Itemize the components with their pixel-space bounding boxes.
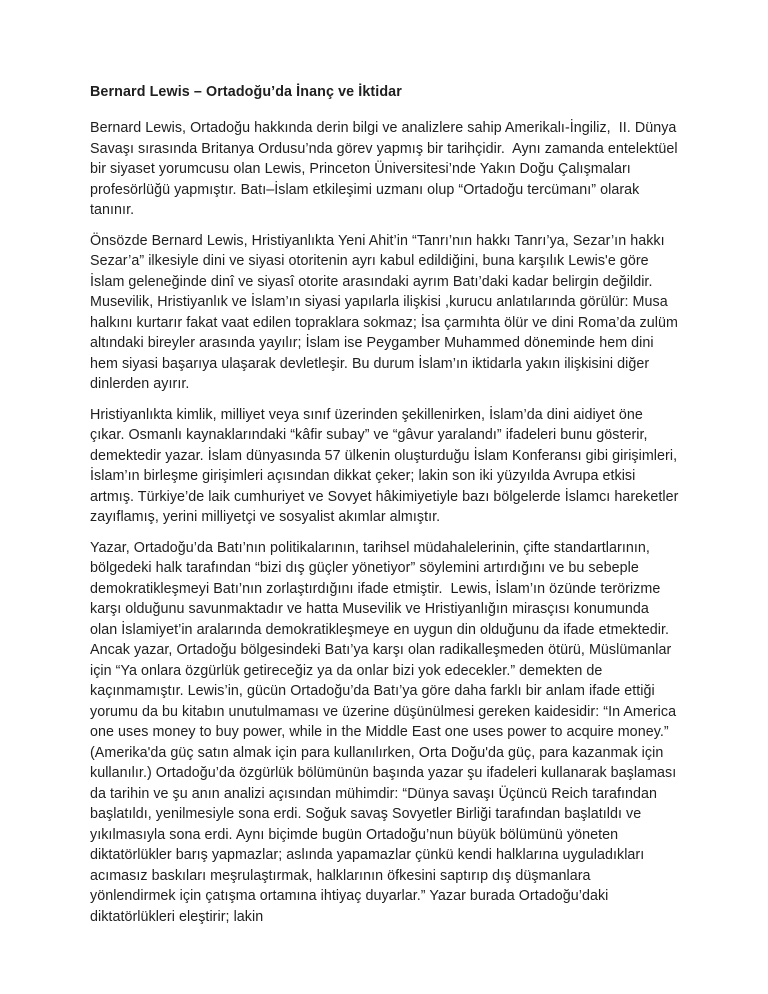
paragraph-analysis: Yazar, Ortadoğu’da Batı’nın politikalarının, tarihsel müdahalelerinin, çifte standartlarının, bölgedeki halk tarafından “bizi dış güçler yönetiyor” söylemini artırdığını ve bu sebeple demokratikleşmeyi Batı’nın zorlaştırdığını ifade etmiştir. Lewis, İslam’ın özünde terörizme karşı olduğunu savunmaktadır ve hatta Musevilik ve Hristiyanlığın mirasçısı konumunda olan İslamiyet’in aralarında demokratikleşmeye en uygun din olduğunu da ifade etmektedir. Ancak yazar, Ortadoğu bölgesindeki Batı’ya karşı olan radikalleşmeden ötürü, Müslümanlar için “Ya onlara özgürlük getireceğiz ya da onlar bizi yok edecekler.” demekten de kaçınmamıştır. Lewis’in, gücün Ortadoğu’da Batı’ya göre daha farklı bir anlam ifade ettiği yorumu da bu kitabın unutulmaması ve üzerine düşünülmesi gereken kaidesidir: “In America one uses money to buy power, while in the Middle East one uses power to acquire money.” (Amerika'da güç satın almak için para kullanılırken, Orta Doğu'da güç, para kazanmak için kullanılır.) Ortadoğu’da özgürlük bölümünün başında yazar şu ifadeleri kullanarak başlaması da tarihin ve şu anın analizi açısından mühimdir: “Dünya savaşı Üçüncü Reich tarafından başlatıldı, yenilmesiyle sona erdi. Soğuk savaş Sovyetler Birliği tarafından başlatıldı ve yıkılmasıyla sona erdi. Aynı biçimde bugün Ortadoğu’nun büyük bölümünü yöneten diktatörlükler barış yapmazlar; aslında yapamazlar çünkü kendi halklarına uyguladıkları acımasız baskıları meşrulaştırmak, halklarının öfkesini saptırıp dış düşmanlara yönlendirmek için çatışma ortamına ihtiyaç duyarlar.” Yazar burada Ortadoğu’daki diktatörlükleri eleştirir; lakin bbox=[90, 539, 681, 925]
paragraph-intro: Bernard Lewis, Ortadoğu hakkında derin bilgi ve analizlere sahip Amerikalı-İngiliz, II. Dünya Savaşı sırasında Britanya Ordusu’nda görev yapmış bir tarihçidir. Aynı zamanda entelektüel bir siyaset yorumcusu olan Lewis, Princeton Üniversitesi’nde Yakın Doğu Çalışmaları profesörlüğü yapmıştır. Batı–İslam etkileşimi uzmanı olup “Ortadoğu tercümanı” olarak tanınır. bbox=[90, 120, 682, 218]
paragraph-preface: Önsözde Bernard Lewis, Hristiyanlıkta Yeni Ahit’in “Tanrı’nın hakkı Tanrı’ya, Sezar’ın hakkı Sezar’a” ilkesiyle dini ve siyasi otoritenin ayrı kabul edildiğini, buna karşılık Lewis'e göre İslam geleneğinde dinî ve siyasî otorite arasındaki ayrım Batı’daki kadar belirgin değildir. Musevilik, Hristiyanlık ve İslam’ın siyasi yapılarla ilişkisi ,kurucu anlatılarında görülür: Musa halkını kurtarır fakat vaat edilen topraklara sokmaz; İsa çarmıhta ölür ve dini Roma’da zulüm altındaki bireyler arasında yayılır; İslam ise Peygamber Muhammed döneminde hem dini hem siyasi başarıya ulaşarak devletleşir. Bu durum İslam’ın iktidarla yakın ilişkisini diğer dinlerden ayırır. bbox=[90, 232, 682, 392]
paragraph-identity: Hristiyanlıkta kimlik, milliyet veya sınıf üzerinden şekillenirken, İslam’da dini aidiyet öne çıkar. Osmanlı kaynaklarındaki “kâfir subay” ve “gâvur yaralandı” ifadeleri bunu gösterir, demektedir yazar. İslam dünyasında 57 ülkenin oluşturduğu İslam Konferansı gibi girişimleri, İslam’ın birleşme girişimleri açısından dikkat çeker; lakin son iki yüzyılda Avrupa etkisi artmış. Türkiye’de laik cumhuriyet ve Sovyet hâkimiyetiyle bazı bölgelerde İslamcı hareketler zayıflamış, yerini milliyetçi ve sosyalist akımlar almıştır. bbox=[90, 406, 683, 525]
document-title: Bernard Lewis – Ortadoğu’da İnanç ve İktidar bbox=[90, 84, 402, 100]
